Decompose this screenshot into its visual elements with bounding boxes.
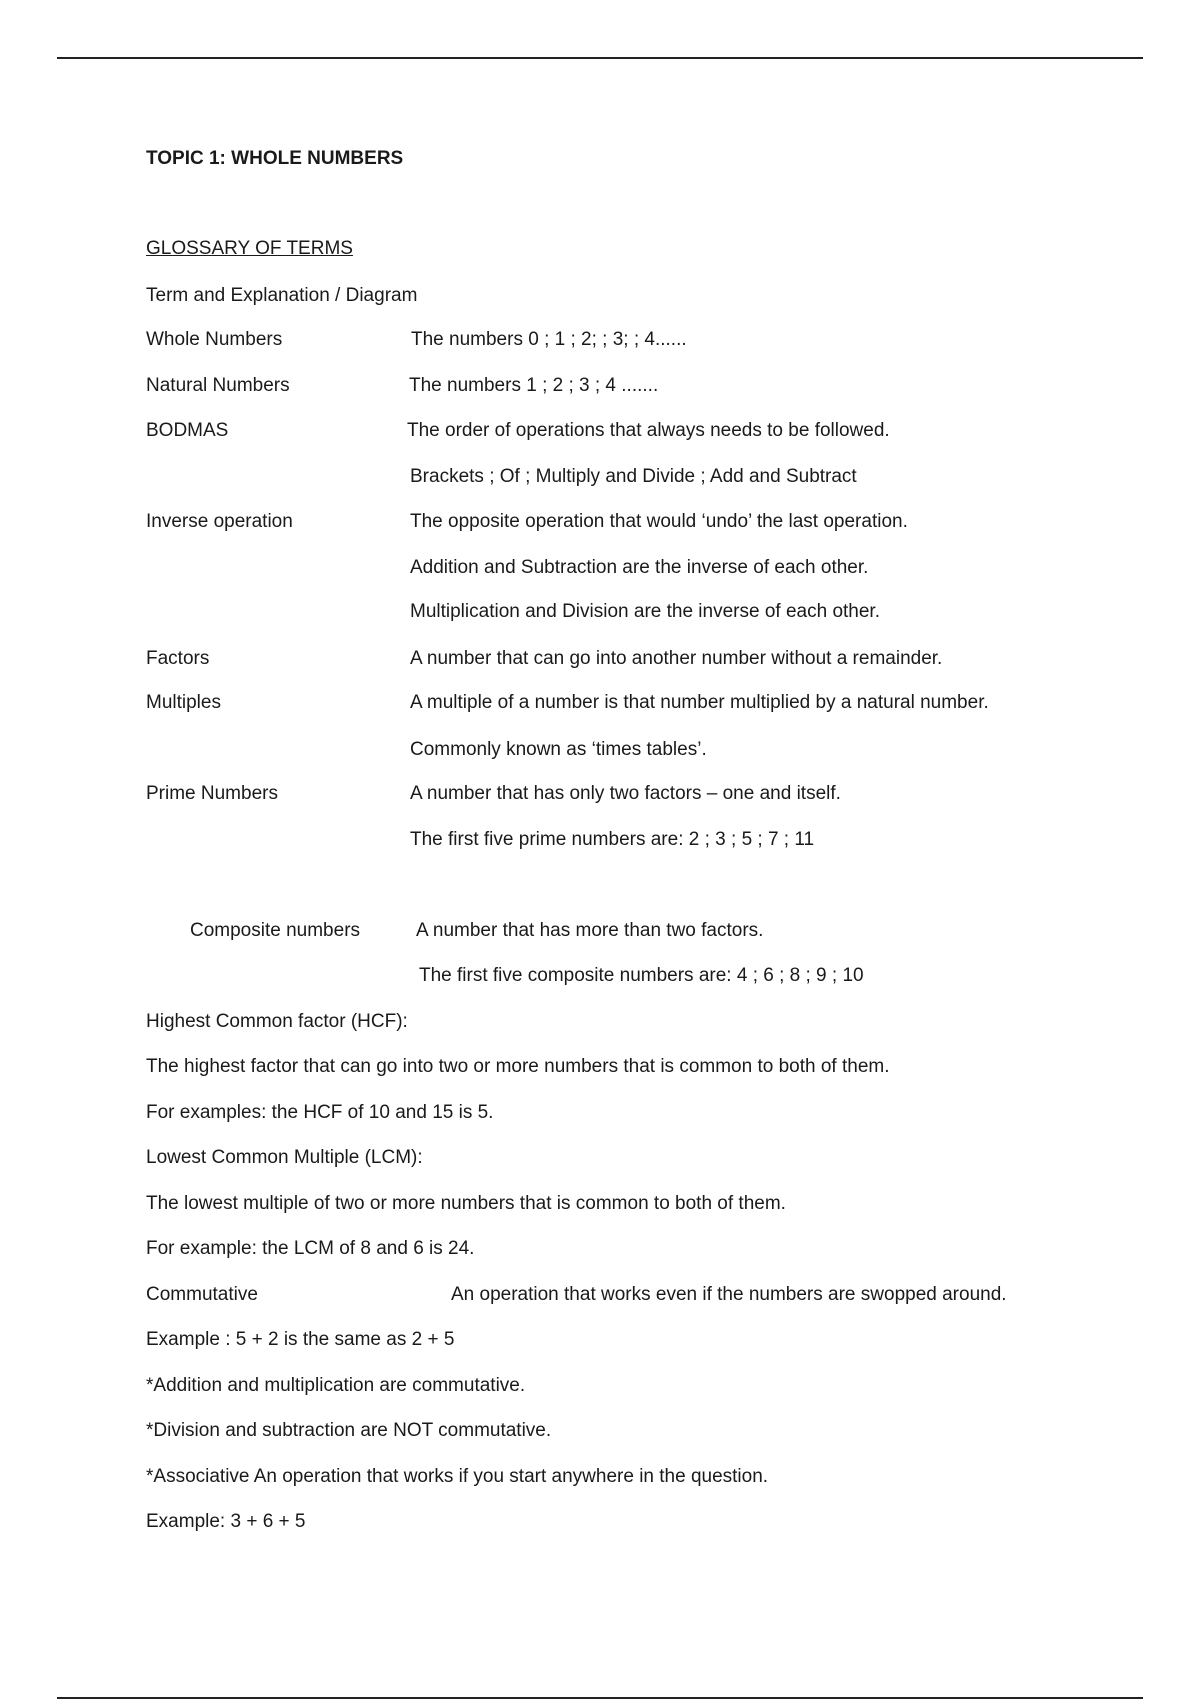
top-rule bbox=[57, 57, 1143, 59]
table-header: Term and Explanation / Diagram bbox=[146, 285, 418, 306]
explanation-commutative: An operation that works even if the numbers are swopped around. bbox=[451, 1284, 1007, 1305]
term-multiples: Multiples bbox=[146, 692, 221, 713]
term-commutative: Commutative bbox=[146, 1284, 258, 1305]
explanation-composite-examples: The first five composite numbers are: 4 ; 6 ; 8 ; 9 ; 10 bbox=[419, 965, 864, 986]
term-natural-numbers: Natural Numbers bbox=[146, 375, 290, 396]
explanation-composite-numbers: A number that has more than two factors. bbox=[416, 920, 764, 941]
associative-example: Example: 3 + 6 + 5 bbox=[146, 1511, 306, 1532]
explanation-prime-numbers: A number that has only two factors – one and itself. bbox=[410, 783, 841, 804]
explanation-whole-numbers: The numbers 0 ; 1 ; 2; ; 3; ; 4...... bbox=[411, 329, 687, 350]
explanation-multiples-note: Commonly known as ‘times tables’. bbox=[410, 739, 707, 760]
explanation-inverse-multiplication: Multiplication and Division are the inverse of each other. bbox=[410, 601, 880, 622]
term-factors: Factors bbox=[146, 648, 210, 669]
explanation-prime-examples: The first five prime numbers are: 2 ; 3 ; 5 ; 7 ; 11 bbox=[410, 829, 815, 850]
explanation-inverse-operation: The opposite operation that would ‘undo’ the last operation. bbox=[410, 511, 908, 532]
lcm-example: For example: the LCM of 8 and 6 is 24. bbox=[146, 1238, 475, 1259]
lcm-heading: Lowest Common Multiple (LCM): bbox=[146, 1147, 423, 1168]
commutative-note-addition: *Addition and multiplication are commutative. bbox=[146, 1375, 526, 1396]
term-whole-numbers: Whole Numbers bbox=[146, 329, 283, 350]
explanation-natural-numbers: The numbers 1 ; 2 ; 3 ; 4 ....... bbox=[409, 375, 659, 396]
explanation-multiples: A multiple of a number is that number multiplied by a natural number. bbox=[410, 692, 989, 713]
explanation-bodmas: The order of operations that always needs to be followed. bbox=[407, 420, 890, 441]
hcf-heading: Highest Common factor (HCF): bbox=[146, 1011, 408, 1032]
lcm-definition: The lowest multiple of two or more numbers that is common to both of them. bbox=[146, 1193, 786, 1214]
page-title: TOPIC 1: WHOLE NUMBERS bbox=[146, 148, 404, 169]
term-bodmas: BODMAS bbox=[146, 420, 229, 441]
explanation-factors: A number that can go into another number without a remainder. bbox=[410, 648, 943, 669]
bottom-rule bbox=[57, 1697, 1143, 1699]
glossary-heading: GLOSSARY OF TERMS bbox=[146, 238, 353, 259]
explanation-bodmas-detail: Brackets ; Of ; Multiply and Divide ; Add and Subtract bbox=[410, 466, 857, 487]
commutative-note-division: *Division and subtraction are NOT commutative. bbox=[146, 1420, 552, 1441]
term-inverse-operation: Inverse operation bbox=[146, 511, 293, 532]
explanation-inverse-addition: Addition and Subtraction are the inverse of each other. bbox=[410, 557, 869, 578]
associative-definition: *Associative An operation that works if you start anywhere in the question. bbox=[146, 1466, 769, 1487]
hcf-definition: The highest factor that can go into two or more numbers that is common to both of them. bbox=[146, 1056, 890, 1077]
term-prime-numbers: Prime Numbers bbox=[146, 783, 278, 804]
commutative-example: Example : 5 + 2 is the same as 2 + 5 bbox=[146, 1329, 455, 1350]
term-composite-numbers: Composite numbers bbox=[190, 920, 361, 941]
hcf-example: For examples: the HCF of 10 and 15 is 5. bbox=[146, 1102, 494, 1123]
